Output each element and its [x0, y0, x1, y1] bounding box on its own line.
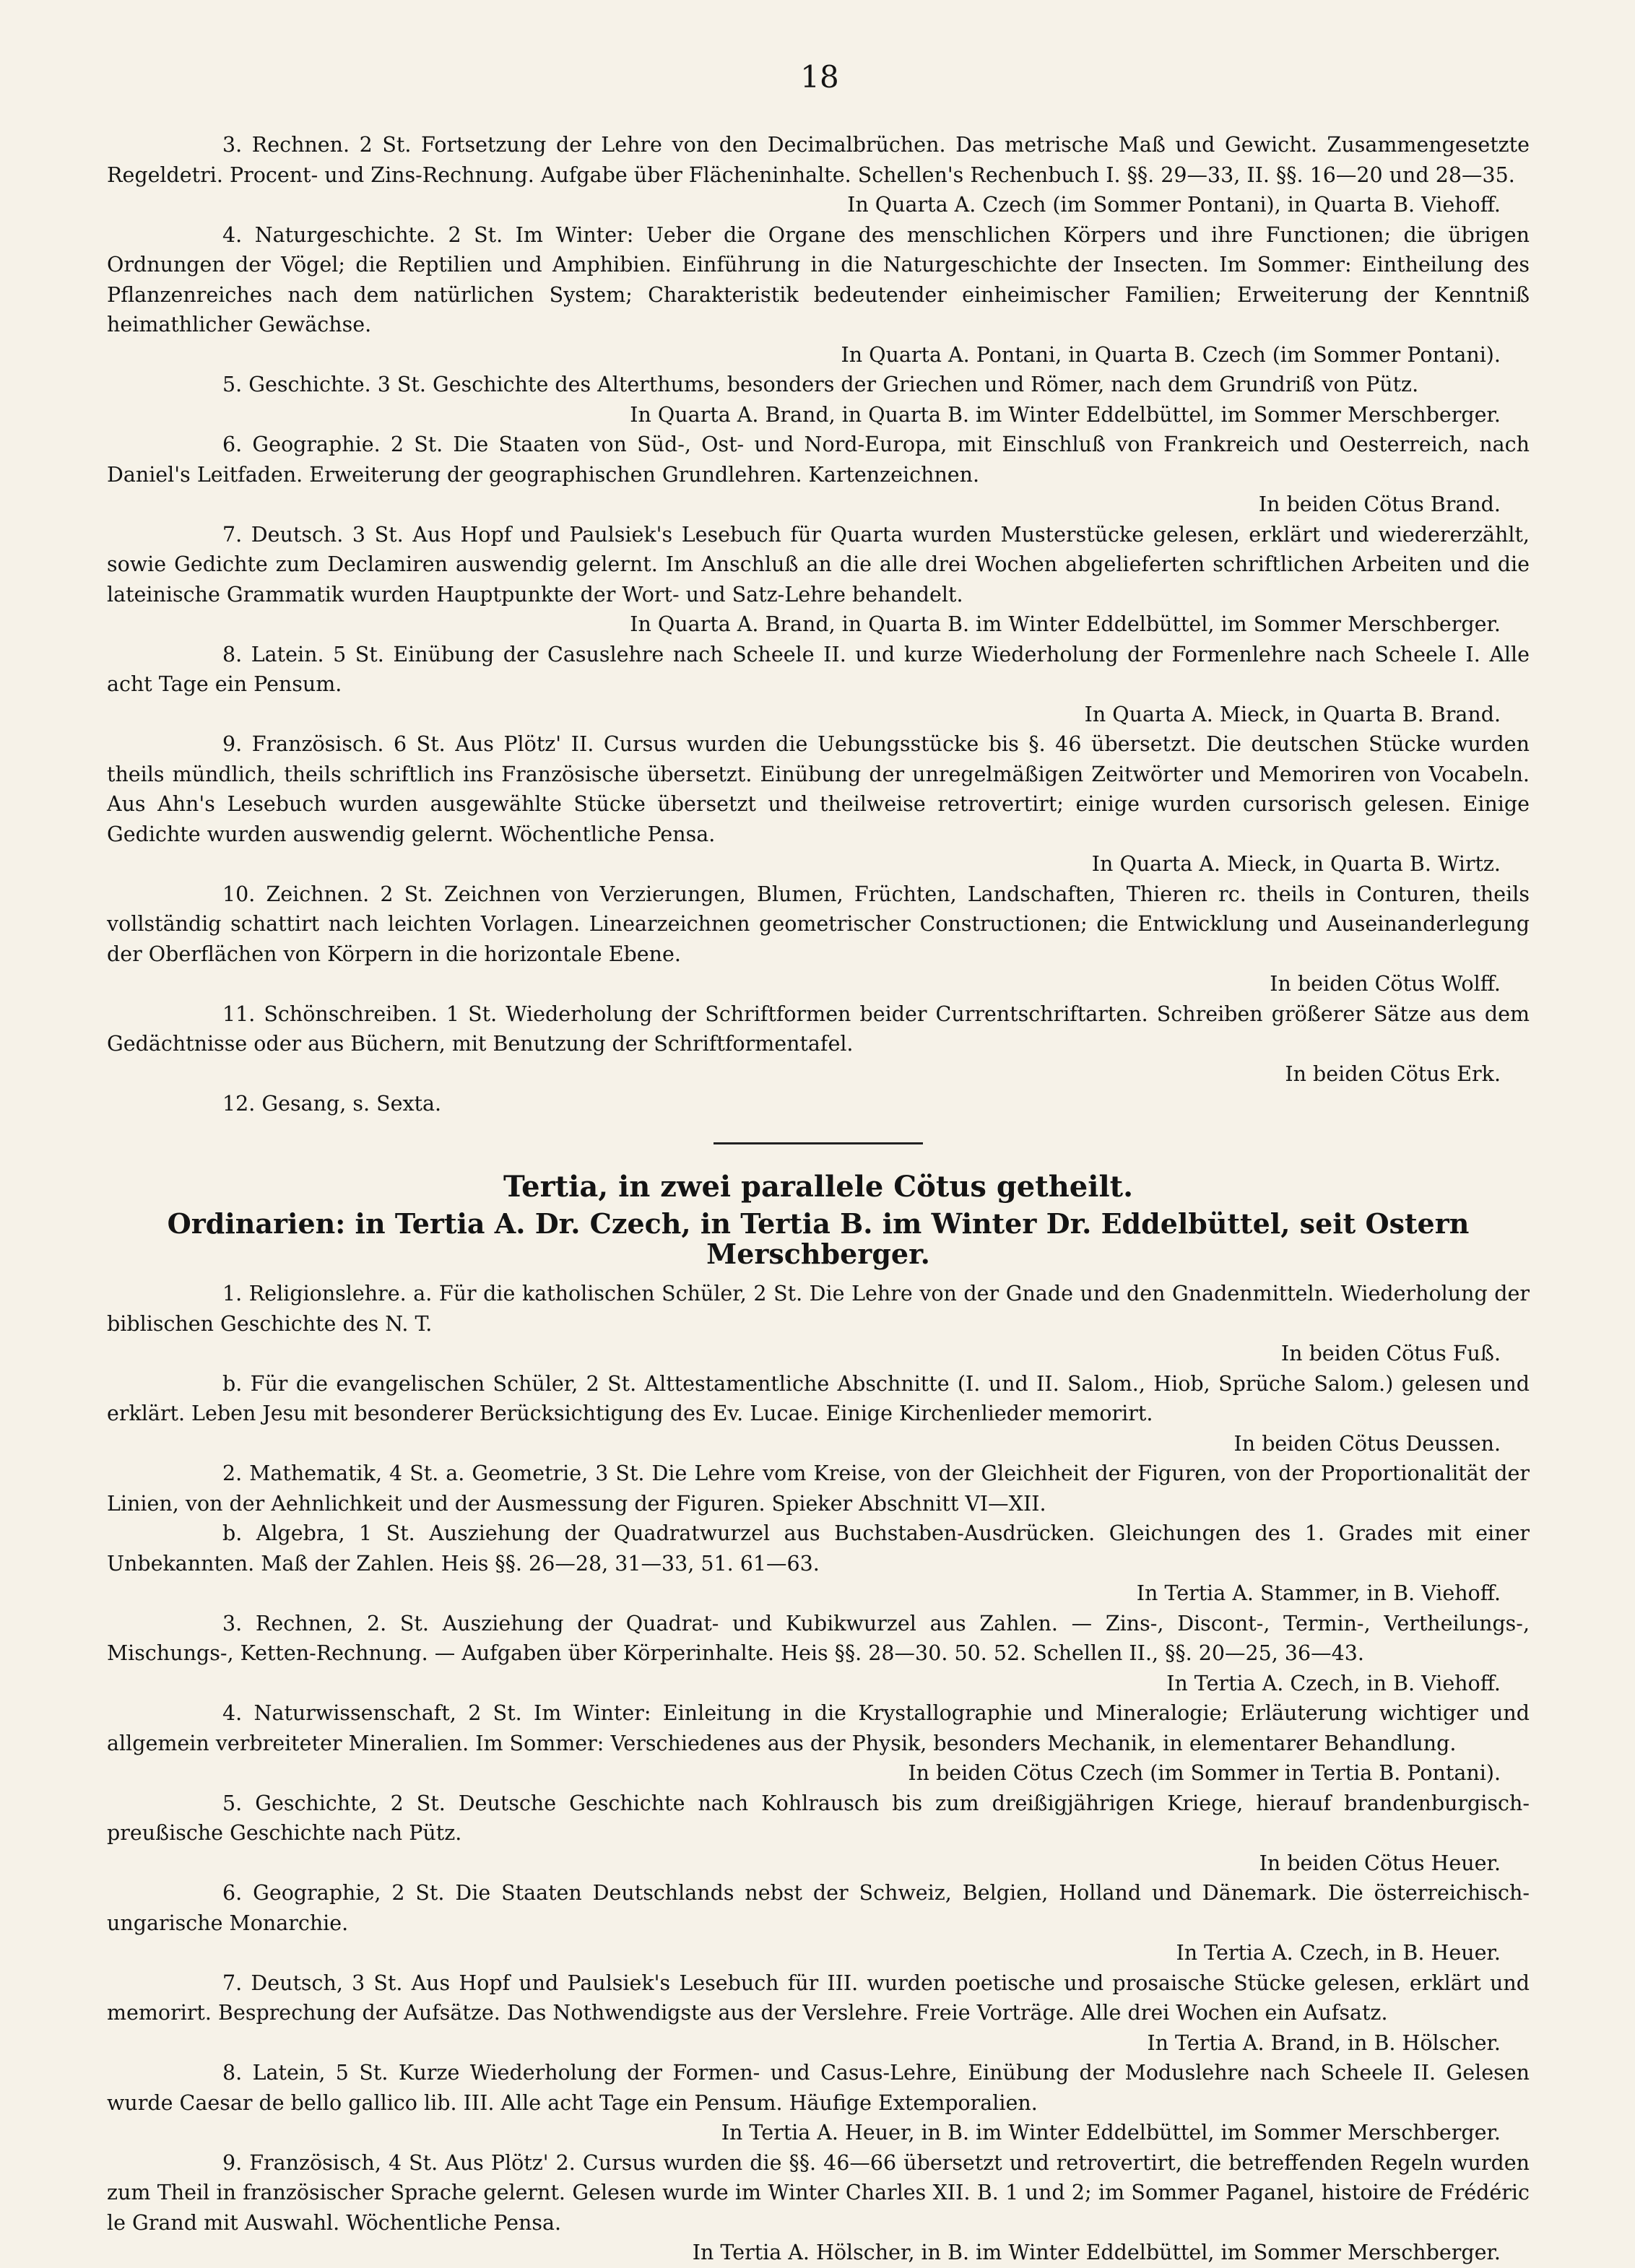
teacher-citation: In Quarta A. Mieck, in Quarta B. Brand. [1084, 702, 1501, 726]
subject-text: 4. Naturgeschichte. 2 St. Im Winter: Ueber die Organe des menschlichen Körpers und ihre Functionen; die übrigen Ordnungen der Vögel; die Reptilien und Amphibien. Einführung in die Naturgeschichte der Insecten. Im Sommer: Eintheilung des Pflanzenreiches nach dem natürlichen System; Charakteristik bedeutender einheimischer Familien; Erweiterung der Kenntniß heimathlicher Gewächse. [107, 222, 1530, 336]
teacher-citation: In Tertia A. Czech, in B. Heuer. [1176, 1941, 1501, 1965]
tertia-section [107, 1279, 1530, 2268]
teacher-citation: In beiden Cötus Erk. [1285, 1061, 1501, 1086]
subject-text: 4. Naturwissenschaft, 2 St. Im Winter: Einleitung in die Krystallographie und Mineralogie; Erläuterung wichtiger und allgemein verbreiteter Mineralien. Im Sommer: Verschiedenes aus der Physik, besonders Mechanik, in elementarer Behandlung. [107, 1701, 1530, 1755]
subject-text: 2. Mathematik, 4 St. a. Geometrie, 3 St. Die Lehre vom Kreise, von der Gleichheit der Figuren, von der Proportionalität der Linien, von der Aehnlichkeit und der Ausmessung der Figuren. Spieker Abschnitt VI—XII. [107, 1461, 1530, 1516]
subject-text: 3. Rechnen. 2 St. Fortsetzung der Lehre von den Decimalbrüchen. Das metrische Maß und Gewicht. Zusammengesetzte Regeldetri. Procent- und Zins-Rechnung. Aufgabe über Flächeninhalte. Schellen's Rechenbuch I. §§. 29—33, II. §§. 16—20 und 28—35. [107, 133, 1530, 187]
teacher-citation: In beiden Cötus Deussen. [1233, 1431, 1501, 1456]
subject-text: 12. Gesang, s. Sexta. [222, 1092, 442, 1116]
subject-paragraph [107, 1459, 1530, 1518]
teacher-citation: In beiden Cötus Heuer. [1259, 1851, 1501, 1875]
teacher-citation: In Quarta A. Mieck, in Quarta B. Wirtz. [1091, 852, 1501, 876]
teacher-citation: In beiden Cötus Fuß. [1280, 1342, 1501, 1365]
section-divider [714, 1142, 923, 1144]
subject-paragraph [107, 520, 1530, 640]
subject-paragraph [107, 1698, 1530, 1789]
quarta-section [107, 130, 1530, 1119]
tertia-ordinarien: Ordinarien: in Tertia A. Dr. Czech, in Tertia B. im Winter Dr. Eddelbüttel, seit Ostern Merschberger. [167, 1207, 1470, 1270]
subject-text: 9. Französisch, 4 St. Aus Plötz' 2. Cursus wurden die §§. 46—66 übersetzt und retrovertirt, die betreffenden Regeln wurden zum Theil in französischer Sprache gelernt. Gelesen wurde im Winter Charles XII. B. 1 und 2; im Sommer Paganel, histoire de Frédéric le Grand mit Auswahl. Wöchentliche Pensa. [107, 2150, 1530, 2235]
subject-paragraph [107, 130, 1530, 220]
subject-text: 8. Latein. 5 St. Einübung der Casuslehre nach Scheele II. und kurze Wiederholung der Formenlehre nach Scheele I. Alle acht Tage ein Pensum. [107, 642, 1530, 696]
subject-text: 6. Geographie. 2 St. Die Staaten von Süd-, Ost- und Nord-Europa, mit Einschluß von Frankreich und Oesterreich, nach Daniel's Leitfaden. Erweiterung der geographischen Grundlehren. Kartenzeichnen. [107, 433, 1530, 487]
subject-paragraph [107, 370, 1530, 430]
subject-paragraph [107, 1968, 1530, 2059]
subject-paragraph [107, 1279, 1530, 1369]
subject-text: 8. Latein, 5 St. Kurze Wiederholung der Formen- und Casus-Lehre, Einübung der Moduslehre nach Scheele II. Gelesen wurde Caesar de bello gallico lib. III. Alle acht Tage ein Pensum. Häufige Extemporalien. [107, 2061, 1530, 2115]
teacher-citation: In Tertia A. Brand, in B. Hölscher. [1147, 2030, 1501, 2055]
subject-paragraph [107, 999, 1530, 1090]
subject-text: 3. Rechnen, 2. St. Ausziehung der Quadrat- und Kubikwurzel aus Zahlen. — Zins-, Discont-, Termin-, Vertheilungs-, Mischungs-, Ketten-Rechnung. — Aufgaben über Körperinhalte. Heis §§. 28—30. 50. 52. Schellen II., §§. 20—25, 36—43. [107, 1611, 1530, 1665]
page-content [107, 130, 1530, 2268]
subject-text: 10. Zeichnen. 2 St. Zeichnen von Verzierungen, Blumen, Früchten, Landschaften, Thieren rc. theils in Conturen, theils vollständig schattirt nach leichten Vorlagen. Linearzeichnen geometrischer Constructionen; die Entwicklung und Auseinanderlegung der Oberflächen von Körpern in die horizontale Ebene. [107, 882, 1530, 966]
subject-paragraph [107, 640, 1530, 730]
subject-text: 5. Geschichte. 3 St. Geschichte des Alterthums, besonders der Griechen und Römer, nach dem Grundriß von Pütz. [222, 373, 1419, 396]
subject-paragraph [107, 879, 1530, 999]
page-number: 18 [800, 59, 839, 95]
subject-paragraph [107, 1609, 1530, 1699]
subject-text: 11. Schönschreiben. 1 St. Wiederholung der Schriftformen beider Currentschriftarten. Schreiben größerer Sätze aus dem Gedächtnisse oder aus Büchern, mit Benutzung der Schriftformentafel. [107, 1002, 1530, 1056]
subject-text: 7. Deutsch, 3 St. Aus Hopf und Paulsiek's Lesebuch für III. wurden poetische und prosaische Stücke gelesen, erklärt und memorirt. Besprechung der Aufsätze. Das Nothwendigste aus der Verslehre. Freie Vorträge. Alle drei Wochen ein Aufsatz. [107, 1971, 1530, 2025]
subject-paragraph [107, 729, 1530, 879]
teacher-citation: In Tertia A. Hölscher, in B. im Winter Eddelbüttel, im Sommer Merschberger. [692, 2241, 1501, 2264]
teacher-citation: In Quarta A. Czech (im Sommer Pontani), in Quarta B. Viehoff. [847, 193, 1501, 217]
subject-paragraph [107, 1878, 1530, 1968]
subject-text: b. Algebra, 1 St. Ausziehung der Quadratwurzel aus Buchstaben-Ausdrücken. Gleichungen des 1. Grades mit einer Unbekannten. Maß der Zahlen. Heis §§. 26—28, 31—33, 51. 61—63. [107, 1521, 1530, 1576]
subject-text: 5. Geschichte, 2 St. Deutsche Geschichte nach Kohlrausch bis zum dreißigjährigen Kriege, hierauf brandenburgisch-preußische Geschichte nach Pütz. [107, 1791, 1530, 1845]
teacher-citation: In Quarta A. Brand, in Quarta B. im Winter Eddelbüttel, im Sommer Merschberger. [630, 612, 1501, 636]
subject-paragraph [107, 1089, 1530, 1119]
teacher-citation: In Tertia A. Czech, in B. Viehoff. [1166, 1671, 1501, 1695]
teacher-citation: In beiden Cötus Czech (im Sommer in Tertia B. Pontani). [908, 1761, 1501, 1785]
subject-text: b. Für die evangelischen Schüler, 2 St. Alttestamentliche Abschnitte (I. und II. Salom., Hiob, Sprüche Salom.) gelesen und erklärt. Leben Jesu mit besonderer Berücksichtigung des Ev. Lucae. Einige Kirchenlieder memorirt. [107, 1371, 1530, 1425]
subject-paragraph [107, 2148, 1530, 2268]
subject-paragraph [107, 1369, 1530, 1459]
subject-paragraph [107, 1789, 1530, 1879]
subject-text: 7. Deutsch. 3 St. Aus Hopf und Paulsiek's Lesebuch für Quarta wurden Musterstücke gelesen, erklärt und wiedererzählt, sowie Gedichte zum Declamiren auswendig gelernt. Im Anschluß an die alle drei Wochen abgelieferten schriftlichen Arbeiten und die lateinische Grammatik wurden Hauptpunkte der Wort- und Satz-Lehre behandelt. [107, 522, 1530, 607]
subject-text: 9. Französisch. 6 St. Aus Plötz' II. Cursus wurden die Uebungsstücke bis §. 46 übersetzt. Die deutschen Stücke wurden theils mündlich, theils schriftlich ins Französische übersetzt. Einübung der unregelmäßigen Zeitwörter und Memoriren von Vocabeln. Aus Ahn's Lesebuch wurden ausgewählte Stücke übersetzt und theilweise retrovertirt; einige wurden cursorisch gelesen. Einige Gedichte wurden auswendig gelernt. Wöchentliche Pensa. [107, 732, 1530, 846]
subject-text: 1. Religionslehre. a. Für die katholischen Schüler, 2 St. Die Lehre von der Gnade und den Gnadenmitteln. Wiederholung der biblischen Geschichte des N. T. [107, 1282, 1530, 1336]
subject-paragraph [107, 2058, 1530, 2148]
subject-paragraph [107, 1518, 1530, 1609]
subject-text: 6. Geographie, 2 St. Die Staaten Deutschlands nebst der Schweiz, Belgien, Holland und Dänemark. Die österreichisch-ungarische Monarchie. [107, 1881, 1530, 1935]
teacher-citation: In Tertia A. Stammer, in B. Viehoff. [1136, 1581, 1501, 1605]
teacher-citation: In beiden Cötus Brand. [1258, 492, 1501, 516]
teacher-citation: In Quarta A. Pontani, in Quarta B. Czech (im Sommer Pontani). [841, 342, 1501, 367]
subject-paragraph [107, 430, 1530, 520]
teacher-citation: In beiden Cötus Wolff. [1270, 972, 1501, 996]
tertia-heading: Tertia, in zwei parallele Cötus getheilt. [503, 1169, 1134, 1204]
teacher-citation: In Quarta A. Brand, in Quarta B. im Winter Eddelbüttel, im Sommer Merschberger. [630, 402, 1501, 427]
subject-paragraph [107, 220, 1530, 370]
teacher-citation: In Tertia A. Heuer, in B. im Winter Eddelbüttel, im Sommer Merschberger. [721, 2121, 1501, 2145]
